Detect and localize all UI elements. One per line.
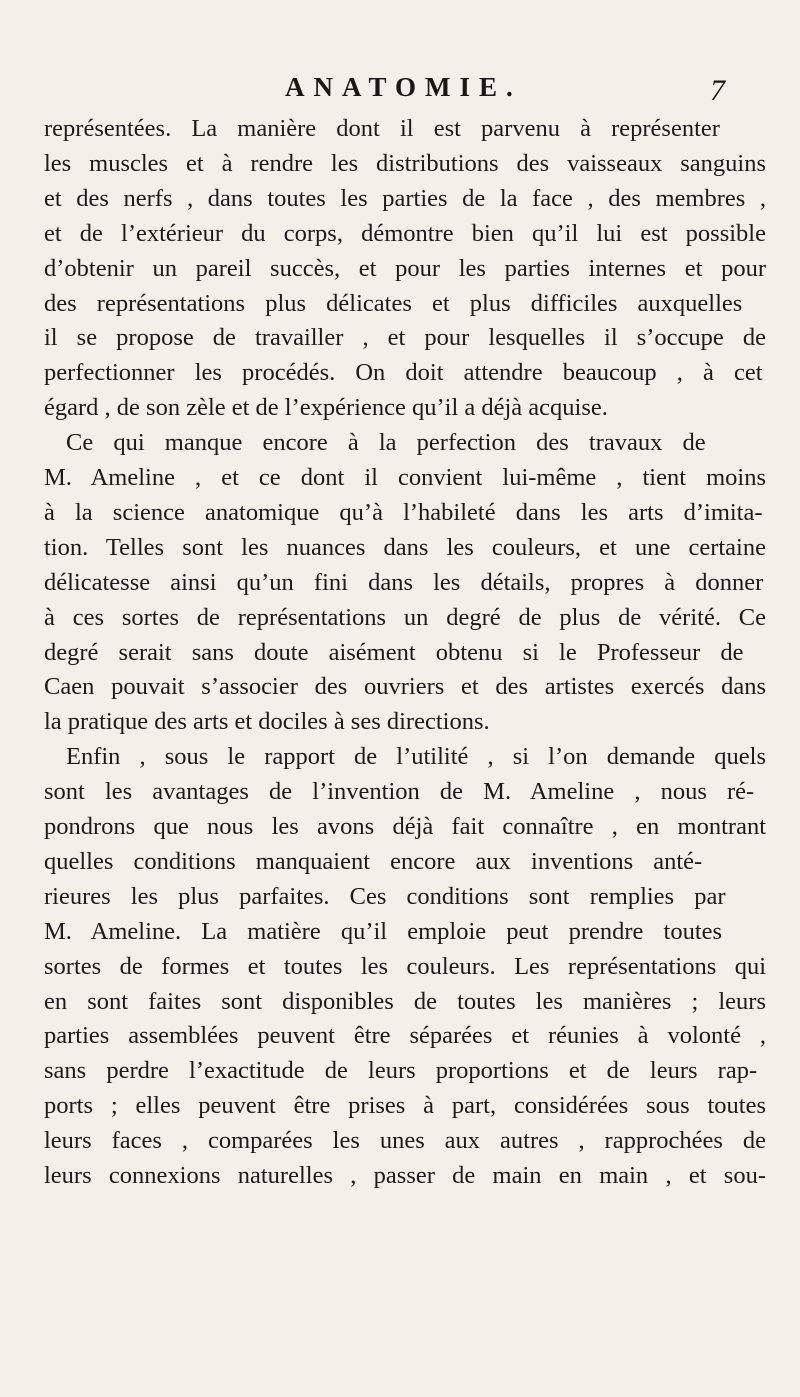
text-line: et des nerfs , dans toutes les parties de la face , des membres ,	[44, 184, 766, 212]
text-line: rieures les plus parfaites. Ces conditions sont remplies par	[44, 882, 726, 910]
text-line: leurs faces , comparées les unes aux autres , rapprochées de	[44, 1127, 766, 1155]
text-line: M. Ameline. La matière qu’il emploie peut prendre toutes	[44, 917, 723, 945]
text-line: Ce qui manque encore à la perfection des travaux de	[66, 429, 706, 457]
text-line: à ces sortes de représentations un degré de plus de vérité. Ce	[44, 603, 766, 631]
text-line: leurs connexions naturelles , passer de main en main , et sou-	[44, 1162, 766, 1189]
text-line: en sont faites sont disponibles de toutes les manières ; leurs	[44, 987, 766, 1015]
text-line: tion. Telles sont les nuances dans les couleurs, et une certaine	[44, 533, 766, 561]
text-line: et de l’extérieur du corps, démontre bien qu’il lui est possible	[44, 219, 766, 247]
text-line: Enfin , sous le rapport de l’utilité , si l’on demande quels	[66, 743, 766, 771]
text-line: parties assemblées peuvent être séparées et réunies à volonté ,	[44, 1022, 766, 1050]
text-line: les muscles et à rendre les distributions des vaisseaux sanguins	[44, 149, 766, 177]
text-line: sortes de formes et toutes les couleurs. Les représentations qui	[44, 952, 766, 980]
text-line: sans perdre l’exactitude de leurs proportions et de leurs rap-	[44, 1057, 758, 1085]
text-line: à la science anatomique qu’à l’habileté dans les arts d’imita-	[44, 498, 763, 526]
text-line: perfectionner les procédés. On doit attendre beaucoup , à cet	[44, 359, 763, 387]
text-line: la pratique des arts et dociles à ses directions.	[44, 708, 490, 736]
text-line: égard , de son zèle et de l’expérience qu’il a déjà acquise.	[44, 394, 608, 422]
text-line: M. Ameline , et ce dont il convient lui-même , tient moins	[44, 464, 766, 491]
text-line: Caen pouvait s’associer des ouvriers et des artistes exercés dans	[44, 673, 766, 701]
text-line: quelles conditions manquaient encore aux inventions anté-	[44, 847, 703, 875]
text-line: pondrons que nous les avons déjà fait connaître , en montrant	[44, 813, 766, 840]
text-line: ports ; elles peuvent être prises à part, considérées sous toutes	[44, 1092, 766, 1120]
text-line: des représentations plus délicates et plus difficiles auxquelles	[44, 289, 743, 317]
text-line: sont les avantages de l’invention de M. Ameline , nous ré-	[44, 778, 755, 806]
text-line: il se propose de travailler , et pour lesquelles il s’occupe de	[44, 324, 766, 352]
page-number: 7	[710, 74, 725, 107]
running-head: ANATOMIE.	[285, 72, 522, 102]
text-line: degré serait sans doute aisément obtenu si le Professeur de	[44, 638, 744, 666]
text-line: délicatesse ainsi qu’un fini dans les détails, propres à donner	[44, 568, 764, 596]
text-line: représentées. La manière dont il est parvenu à représenter	[44, 115, 720, 142]
text-line: d’obtenir un pareil succès, et pour les parties internes et pour	[44, 254, 766, 282]
